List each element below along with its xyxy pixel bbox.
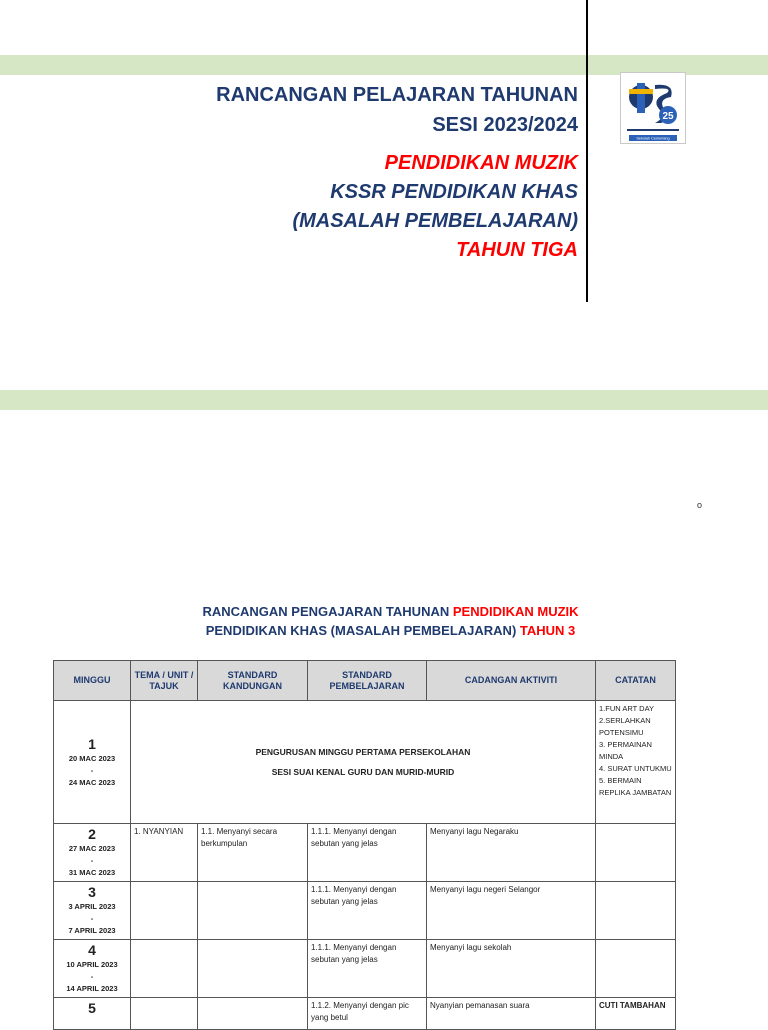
notes-cell [596,701,676,824]
week-start: 20 MAC 2023 [68,753,116,763]
note-item: 2.SERLAHKAN POTENSIMU [599,716,651,737]
week-cell [54,940,131,998]
table-row [54,824,676,882]
week-number: 4 [88,942,96,958]
aktiviti-cell: Menyanyi lagu Negaraku [427,824,596,882]
logo-number: 25 [662,111,674,122]
header-aktiviti: CADANGAN AKTIVITI [427,661,596,701]
header-minggu: MINGGU [54,661,131,701]
week-end: 31 MAC 2023 [68,868,116,877]
pembelajaran-cell: 1.1.1. Menyanyi dengan sebutan yang jelas [308,940,427,998]
note-item: 5. BERMAIN REPLIKA JAMBATAN [599,776,672,797]
table-header-row [54,661,676,701]
pembelajaran-cell: 1.1.1. Menyanyi dengan sebutan yang jelas [308,882,427,940]
tema-cell [131,940,198,998]
week-start: 10 APRIL 2023 [66,960,118,969]
catatan-cell [596,882,676,940]
table-title-line-2 [0,623,768,638]
week-end: 14 APRIL 2023 [66,984,118,993]
orientation-line-1: PENGURUSAN MINGGU PERTAMA PERSEKOLAHAN [255,747,471,757]
week-cell [54,701,131,824]
header-tema: TEMA / UNIT / TAJUK [131,661,198,701]
school-logo [620,72,686,144]
note-item: 1.FUN ART DAY [599,704,655,713]
table-title-2b: TAHUN 3 [519,623,576,638]
aktiviti-cell: Menyanyi lagu sekolah [427,940,596,998]
header-pembelajaran: STANDARD PEMBELAJARAN [308,661,427,701]
week-number: 5 [88,1000,96,1016]
kandungan-cell: 1.1. Menyanyi secara berkumpulan [198,824,308,882]
note-item: 3. PERMAINAN MINDA [599,740,652,761]
week-number: 2 [88,826,96,842]
logo-caption: Sekolah Cemerlang [636,136,670,141]
title-line-4: KSSR PENDIDIKAN KHAS [330,181,578,203]
tema-cell [131,998,198,1030]
week-sep: - [90,765,94,775]
week-start: 27 MAC 2023 [68,844,116,853]
school-logo-icon [621,73,685,143]
table-title-line-1 [0,604,768,619]
table-row [54,940,676,998]
title-line-1: RANCANGAN PELAJARAN TAHUNAN [216,84,578,106]
title-line-3: PENDIDIKAN MUZIK [384,152,578,174]
table-row [54,998,676,1030]
tema-cell: 1. NYANYIAN [131,824,198,882]
week-sep: - [90,914,94,923]
table-title-1b: PENDIDIKAN MUZIK [452,604,579,619]
title-line-5: (MASALAH PEMBELAJARAN) [292,210,578,232]
week-cell [54,998,131,1030]
lesson-plan-table [53,660,676,1030]
kandungan-cell [198,882,308,940]
title-line-6: TAHUN TIGA [456,239,578,261]
table-row [54,882,676,940]
week-number: 1 [88,735,96,752]
middle-green-band [0,390,768,410]
catatan-cell: CUTI TAMBAHAN [596,998,676,1030]
title-line-2: SESI 2023/2024 [432,114,578,136]
stray-mark: o [697,500,703,510]
aktiviti-cell: Menyanyi lagu negeri Selangor [427,882,596,940]
orientation-line-2: SESI SUAI KENAL GURU DAN MURID-MURID [271,767,455,777]
merged-orientation-cell [131,701,596,824]
catatan-cell [596,824,676,882]
pembelajaran-cell: 1.1.1. Menyanyi dengan sebutan yang jelas [308,824,427,882]
week-number: 3 [88,884,96,900]
week-cell [54,882,131,940]
catatan-cell [596,940,676,998]
pembelajaran-cell: 1.1.2. Menyanyi dengan pic yang betul [308,998,427,1030]
aktiviti-cell: Nyanyian pemanasan suara [427,998,596,1030]
header-kandungan: STANDARD KANDUNGAN [198,661,308,701]
week-end: 24 MAC 2023 [68,777,116,787]
note-item: 4. SURAT UNTUKMU [599,764,672,773]
table-row [54,701,676,824]
week-sep: - [90,972,94,981]
week-sep: - [90,856,94,865]
tema-cell [131,882,198,940]
table-title-1a: RANCANGAN PENGAJARAN TAHUNAN [202,604,450,619]
week-cell [54,824,131,882]
week-start: 3 APRIL 2023 [68,902,116,911]
week-end: 7 APRIL 2023 [68,926,116,935]
kandungan-cell [198,940,308,998]
kandungan-cell [198,998,308,1030]
vertical-divider [586,0,588,302]
header-catatan: CATATAN [596,661,676,701]
table-title-2a: PENDIDIKAN KHAS (MASALAH PEMBELAJARAN) [205,623,517,638]
